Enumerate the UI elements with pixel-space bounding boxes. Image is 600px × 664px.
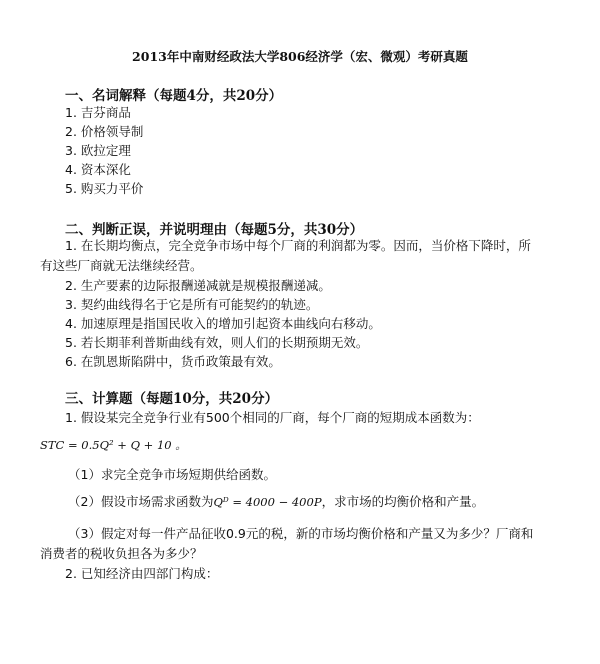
section3-q1-part2-formula: Qᴰ = 4000 − 400P — [213, 495, 322, 509]
section1-item-3: 3. 欧拉定理 — [65, 143, 131, 158]
section2-item-2: 2. 生产要素的边际报酬递减就是规模报酬递减。 — [65, 278, 331, 293]
section1-heading: 一、名词解释（每题4分，共20分） — [65, 88, 283, 104]
section3-q1-part2-text-a: （2）假设市场需求函数为 — [68, 494, 214, 509]
section2-item-1-line1: 1. 在长期均衡点，完全竞争市场中每个厂商的利润都为零。因而，当价格下降时，所 — [65, 238, 531, 253]
section3-q1-formula: STC = 0.5Q² + Q + 10 。 — [40, 438, 187, 452]
section2-item-1-line2: 有这些厂商就无法继续经营。 — [40, 258, 203, 273]
section2-item-5: 5. 若长期菲利普斯曲线有效，则人们的长期预期无效。 — [65, 335, 369, 350]
section3-q1-intro: 1. 假设某完全竞争行业有500个相同的厂商，每个厂商的短期成本函数为： — [65, 410, 480, 425]
section1-item-2: 2. 价格领导制 — [65, 124, 144, 139]
section1-item-1: 1. 吉芬商品 — [65, 105, 131, 120]
section3-q2-intro: 2. 已知经济由四部门构成： — [65, 566, 219, 581]
section3-q1-part3-line2: 消费者的税收负担各为多少？ — [40, 546, 203, 561]
section3-q1-part3-line1: （3）假定对每一件产品征收0.9元的税，新的市场均衡价格和产量又为多少？厂商和 — [68, 526, 534, 541]
section3-q1-part1: （1）求完全竞争市场短期供给函数。 — [68, 467, 276, 482]
section3-heading: 三、计算题（每题10分，共20分） — [65, 391, 279, 407]
section2-item-4: 4. 加速原理是指国民收入的增加引起资本曲线向右移动。 — [65, 316, 381, 331]
section2-item-6: 6. 在凯恩斯陷阱中，货币政策最有效。 — [65, 354, 281, 369]
section2-heading: 二、判断正误，并说明理由（每题5分，共30分） — [65, 222, 364, 238]
section1-item-4: 4. 资本深化 — [65, 162, 131, 177]
section1-item-5: 5. 购买力平价 — [65, 181, 144, 196]
section2-item-3: 3. 契约曲线得名于它是所有可能契约的轨迹。 — [65, 297, 319, 312]
section3-q1-part2 — [68, 494, 484, 510]
section3-q1-part2-text-b: ，求市场的均衡价格和产量。 — [321, 494, 485, 509]
page-title: 2013年中南财经政法大学806经济学（宏、微观）考研真题 — [132, 49, 468, 64]
